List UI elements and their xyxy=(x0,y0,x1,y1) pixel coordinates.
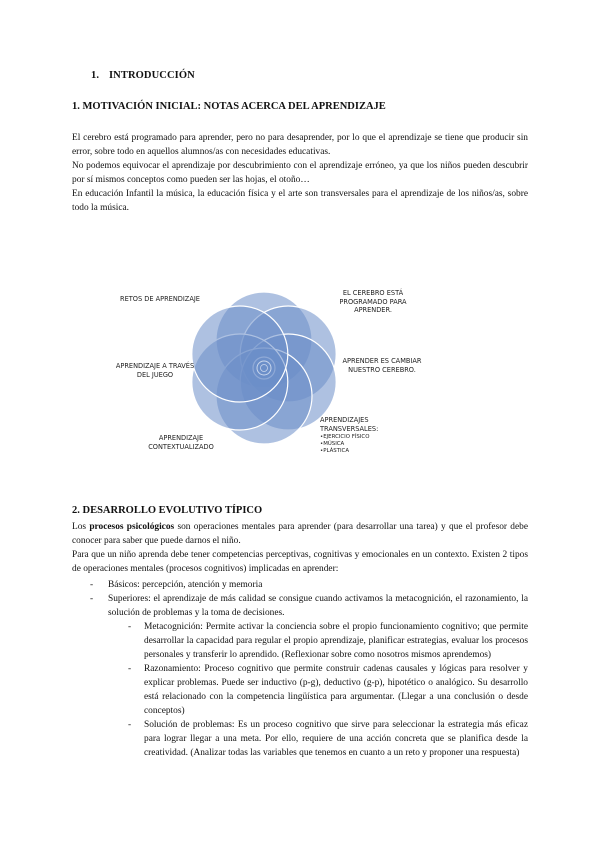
diagram-label-cambiar-cerebro: APRENDER ES CAMBIAR NUESTRO CEREBRO. xyxy=(342,357,422,374)
section2-list xyxy=(72,578,528,760)
sublist-dash: - xyxy=(128,720,132,730)
diagram-label-contextualizado: APRENDIZAJE CONTEXTUALIZADO xyxy=(148,434,214,451)
section1-title: 1. MOTIVACIÓN INICIAL: NOTAS ACERCA DEL APRENDIZAJE xyxy=(72,101,386,112)
list-item-text: Superiores: el aprendizaje de más calidad se consigue cuando activamos la metacognición, el razonamiento, la solución de problemas y la toma de decisiones. xyxy=(108,594,528,618)
section2-intro-post: son operaciones mentales para aprender (para desarrollar una tarea) y que el profesor debe conocer para saber que puede darnos el niño. xyxy=(72,522,528,546)
diagram-transversales-item: • PLÁSTICA xyxy=(320,448,410,455)
diagram-petal xyxy=(192,306,288,402)
section2-sublist xyxy=(72,620,528,760)
diagram-petals xyxy=(192,292,336,444)
list-item xyxy=(72,578,528,592)
section1-paragraph: El cerebro está programado para aprender, pero no para desaprender, por lo que el aprendizaje se tiene que producir sin error, sobre todo en aquellos alumnos/as con necesidades educativas. xyxy=(72,133,528,157)
sublist-item xyxy=(72,718,528,760)
diagram-transversales-list xyxy=(320,434,410,456)
section2-intro-pre: Los xyxy=(72,522,90,532)
diagram-transversales-title: APRENDIZAJES TRANSVERSALES: xyxy=(320,416,379,433)
sublist-dash: - xyxy=(128,622,132,632)
main-heading-title: INTRODUCCIÓN xyxy=(109,70,195,81)
section2-intro xyxy=(72,520,528,576)
sublist-item xyxy=(72,662,528,718)
list-dash: - xyxy=(90,580,94,590)
diagram-label-transversales xyxy=(320,416,410,456)
sublist-item-text: Metacognición: Permite activar la conciencia sobre el propio funcionamiento cognitivo; que permite desarrollar la capacidad para regular el propio aprendizaje, planificar estrategias, evaluar los procesos personales y transferir lo aprendido. (Reflexionar sobre como nosotros mismos aprendemos) xyxy=(144,622,528,660)
sublist-dash: - xyxy=(128,664,132,674)
diagram-transversales-item: • EJERCICIO FÍSICO xyxy=(320,434,410,441)
sublist-item-text: Razonamiento: Proceso cognitivo que permite construir cadenas causales y lógicas para resolver y explicar problemas. Puede ser inductivo (p-g), deductivo (g-p), hipotético o analógico. Su desarrollo está relacionado con la competencia lingüística para argumentar. (Llegar a una conclusión o desde conceptos) xyxy=(144,664,528,716)
section1-paragraph: No podemos equivocar el aprendizaje por descubrimiento con el aprendizaje erróneo, ya que los niños pueden descubrir por sí mismos conceptos como pueden ser las hojas, el otoño… xyxy=(72,161,528,185)
diagram-label-retos: RETOS DE APRENDIZAJE xyxy=(120,295,200,303)
section2-intro-paragraph xyxy=(72,520,528,548)
section2-title: 2. DESARROLLO EVOLUTIVO TÍPICO xyxy=(72,505,263,516)
section2-intro-bold: procesos psicológicos xyxy=(89,522,175,532)
section2-paragraph: Para que un niño aprenda debe tener competencias perceptivas, cognitivas y emocionales en un contexto. Existen 2 tipos de operaciones mentales (procesos cognitivos) implicadas en aprender: xyxy=(72,550,528,574)
sublist-container xyxy=(72,620,528,760)
section1-paragraph: En educación Infantil la música, la educación física y el arte son transversales para el aprendizaje de los niños/as, sobre todo la música. xyxy=(72,189,528,213)
list-item-text: Básicos: percepción, atención y memoria xyxy=(108,580,263,590)
sublist-item-text: Solución de problemas: Es un proceso cognitivo que sirve para seleccionar la estrategia más eficaz para lograr llegar a una meta. Por ello, requiere de una acción concreta que se planifica desde la creatividad. (Analizar todas las variables que tenemos en cuanto a un reto y proponer una respuesta) xyxy=(144,720,528,758)
list-item xyxy=(72,592,528,620)
diagram-transversales-item: • MÚSICA xyxy=(320,441,410,448)
main-heading-number: 1. xyxy=(91,70,100,81)
sublist-item xyxy=(72,620,528,662)
diagram-label-cerebro-programado: EL CEREBRO ESTÁ PROGRAMADO PARA APRENDER. xyxy=(339,289,407,314)
diagram-label-juego: APRENDIZAJE A TRAVÉS DEL JUEGO xyxy=(115,362,195,379)
list-dash: - xyxy=(90,594,94,604)
